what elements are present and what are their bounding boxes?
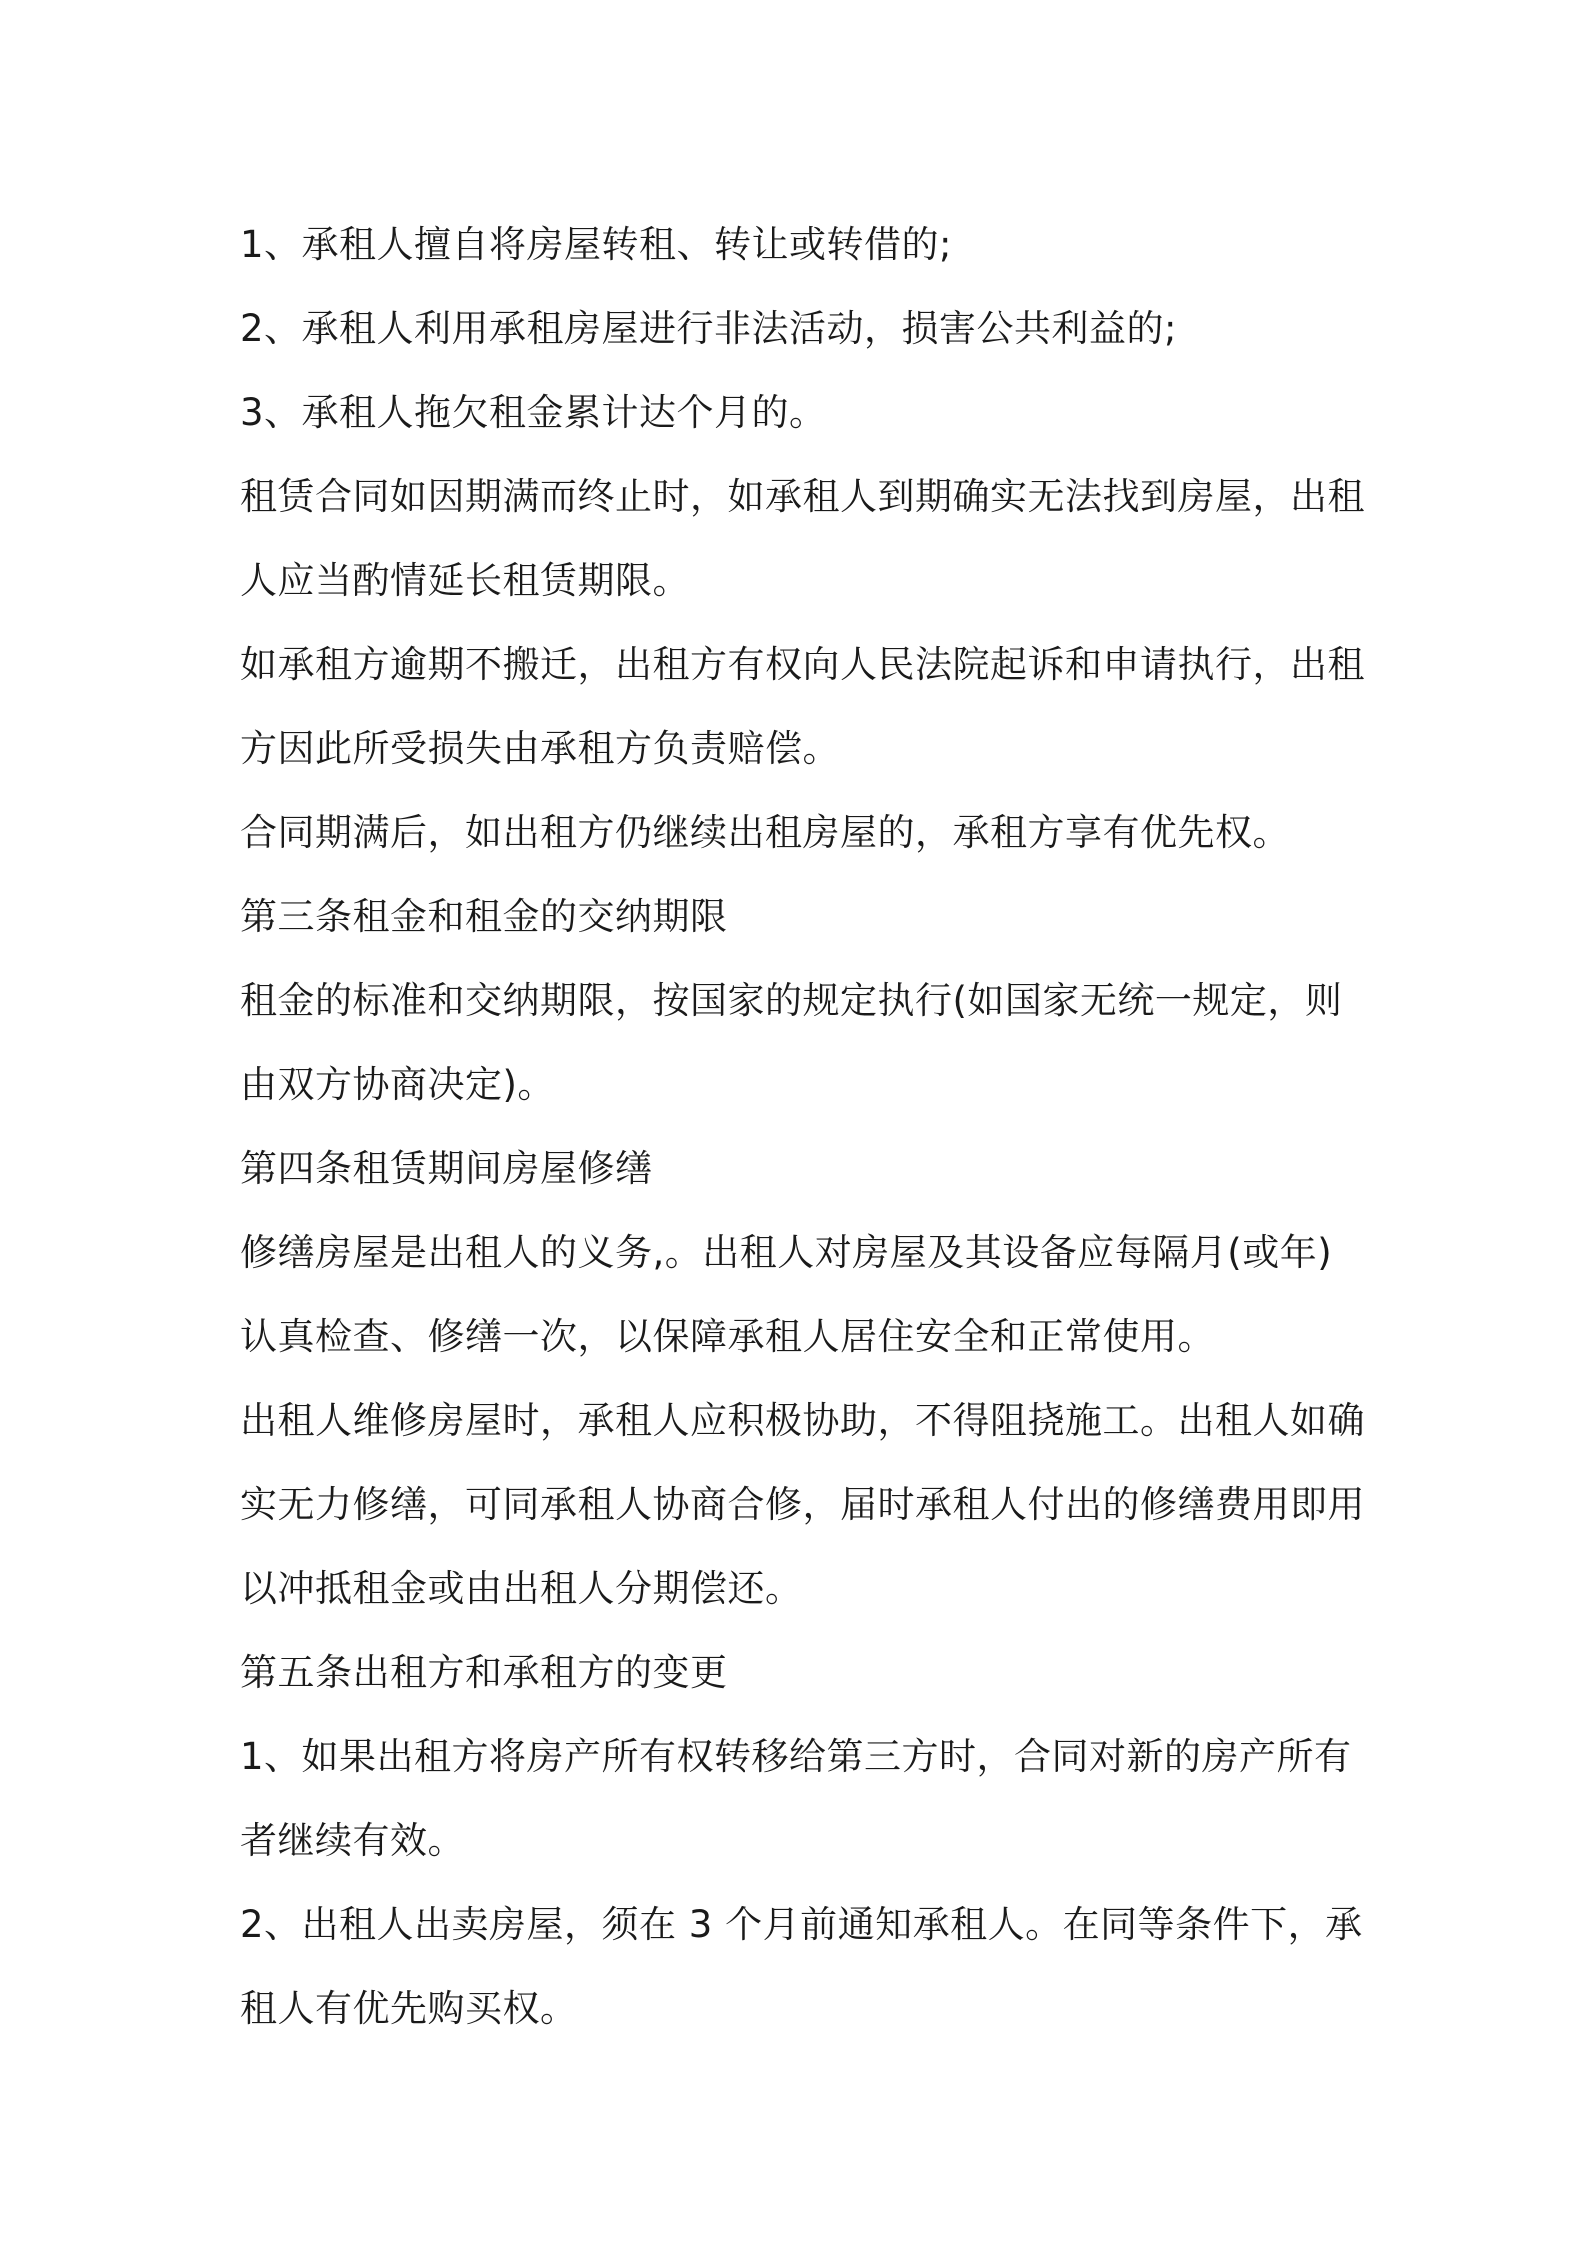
text-line: 租人有优先购买权。 <box>240 1987 578 2030</box>
text-line: 3、承租人拖欠租金累计达个月的。 <box>240 391 827 434</box>
section-heading: 第三条租金和租金的交纳期限 <box>240 895 728 938</box>
text-line: 认真检查、修缮一次，以保障承租人居住安全和正常使用。 <box>240 1315 1215 1358</box>
text-line: 租赁合同如因期满而终止时，如承租人到期确实无法找到房屋，出租 <box>240 475 1365 518</box>
text-line: 者继续有效。 <box>240 1819 465 1862</box>
text-line: 合同期满后，如出租方仍继续出租房屋的，承租方享有优先权。 <box>240 811 1290 854</box>
text-line: 以冲抵租金或由出租人分期偿还。 <box>240 1567 803 1610</box>
text-line: 1、承租人擅自将房屋转租、转让或转借的; <box>240 223 953 266</box>
text-line: 租金的标准和交纳期限，按国家的规定执行(如国家无统一规定，则 <box>240 979 1343 1022</box>
document-body <box>240 203 1365 2051</box>
text-line: 方因此所受损失由承租方负责赔偿。 <box>240 727 840 770</box>
section-heading: 第五条出租方和承租方的变更 <box>240 1651 728 1694</box>
text-line: 如承租方逾期不搬迁，出租方有权向人民法院起诉和申请执行，出租 <box>240 643 1365 686</box>
text-line: 1、如果出租方将房产所有权转移给第三方时，合同对新的房产所有 <box>240 1735 1352 1778</box>
text-line: 2、承租人利用承租房屋进行非法活动，损害公共利益的; <box>240 307 1178 350</box>
text-line: 2、出租人出卖房屋，须在 3 个月前通知承租人。在同等条件下，承 <box>240 1903 1363 1946</box>
text-line: 修缮房屋是出租人的义务,。出租人对房屋及其设备应每隔月(或年) <box>240 1231 1333 1274</box>
text-line: 人应当酌情延长租赁期限。 <box>240 559 690 602</box>
text-line: 出租人维修房屋时，承租人应积极协助，不得阻挠施工。出租人如确 <box>240 1399 1365 1442</box>
text-line: 由双方协商决定)。 <box>240 1063 555 1106</box>
text-line: 实无力修缮，可同承租人协商合修，届时承租人付出的修缮费用即用 <box>240 1483 1365 1526</box>
section-heading: 第四条租赁期间房屋修缮 <box>240 1147 653 1190</box>
